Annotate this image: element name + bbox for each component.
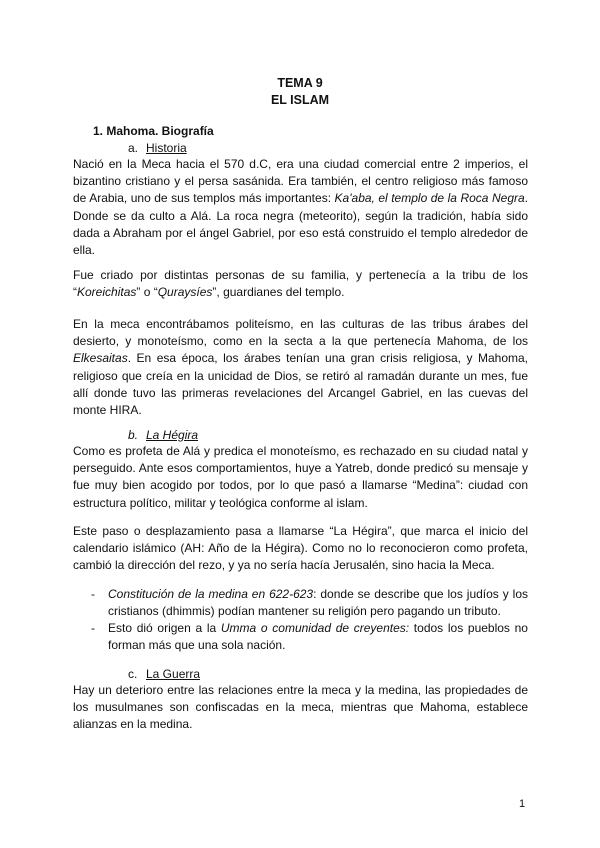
page-number: 1 (519, 798, 526, 810)
subsection-b-heading (128, 428, 198, 442)
p1-italic: Ka'aba, el templo de la Roca Negra (334, 191, 525, 206)
subsection-c-number: c. (128, 667, 138, 681)
bullet-2-italic: Umma o comunidad de creyentes: (220, 621, 410, 635)
subsection-a-heading (128, 141, 187, 155)
paragraph-5: Este paso o desplazamiento pasa a llamarse “La Hégira”, que marca el inicio del calendario islámico (AH: Año de la Hégira). Como no lo reconocieron como profeta, cambió la dirección del rezo, y ya no sería hacía Jerusalén, sino hacia la Meca. (73, 524, 528, 573)
tema-heading: TEMA 9 (277, 76, 323, 90)
bullet-1-italic: Constitución de la medina en 622-623 (108, 587, 314, 601)
p3-italic: Elkesaitas (73, 351, 128, 366)
subsection-b-number: b. (128, 428, 139, 442)
p2-text-b: ” o “ (136, 285, 158, 300)
p3-text-a: En la meca encontrábamos politeísmo, en las culturas de las tribus árabes del desierto, y monoteísmo, como en la secta a la que pertenecía Mahoma, de los (73, 317, 528, 349)
bullet-dash: - (91, 621, 95, 635)
p2-text-c: ”, guardianes del templo. (212, 285, 345, 300)
subsection-a-label: Historia (146, 141, 187, 155)
page-title: EL ISLAM (270, 93, 330, 107)
bullet-2-text-b: todos los pueblos no forman más que una sola nación. (108, 621, 528, 653)
paragraph-3 (73, 316, 528, 419)
p1-text-a: Nació en la Meca hacia el 570 d.C, era una ciudad comercial entre 2 imperios, el bizantino cristiano y el persa sasánida. Era también, el centro religioso más famoso de Arabia, uno de sus templos más importantes: (73, 157, 528, 206)
bullet-item-1 (91, 586, 528, 620)
bullet-dash: - (91, 587, 95, 601)
p2-italic-a: Koreichitas (77, 285, 137, 300)
p2-italic-b: Quraysíes (157, 285, 213, 300)
p3-text-b: . En esa época, los árabes tenían una gran crisis religiosa, y Mahoma, religioso que creía en la unicidad de Dios, se retiró al ramadán durante un mes, fue allí donde tuvo las primeras revelaciones del Arcangel Gabriel, en las cuevas del monte HIRA. (73, 351, 528, 418)
subsection-a-number: a. (128, 141, 139, 155)
subsection-c-heading (128, 667, 200, 681)
section-heading: 1. Mahoma. Biografía (93, 124, 214, 138)
paragraph-4: Como es profeta de Alá y predica el monoteísmo, es rechazado en su ciudad natal y perseguido. Ante esos comportamientos, huye a Yatreb, donde predicó su mensaje y fue muy bien acogido por todos, por lo que pasó a llamarse “Medina”: ciudad con estructura político, militar y teológica conforme al islam. (73, 444, 528, 510)
paragraph-1 (73, 156, 528, 259)
paragraph-2 (73, 267, 528, 301)
p1-text-b: . Donde se da culto a Alá. La roca negra (meteorito), según la tradición, había sido dada a Abraham por el ángel Gabriel, por eso está construido el templo alrededor de ella. (73, 191, 529, 258)
p2-text-a: Fue criado por distintas personas de su familia, y pertenecía a la tribu de los “ (73, 268, 528, 300)
bullet-item-2 (91, 620, 528, 654)
subsection-c-label: La Guerra (146, 667, 201, 681)
bullet-1-text: : donde se describe que los judíos y los cristianos (dhimmis) podían mantener su religión pero pagando un tributo. (108, 587, 528, 619)
paragraph-6: Hay un deterioro entre las relaciones entre la meca y la medina, las propiedades de los musulmanes son confiscadas en la meca, mientras que Mahoma, establece alianzas en la medina. (73, 683, 528, 732)
subsection-b-label: La Hégira (146, 428, 199, 442)
bullet-2-text-a: Esto dió origen a la (108, 621, 221, 635)
